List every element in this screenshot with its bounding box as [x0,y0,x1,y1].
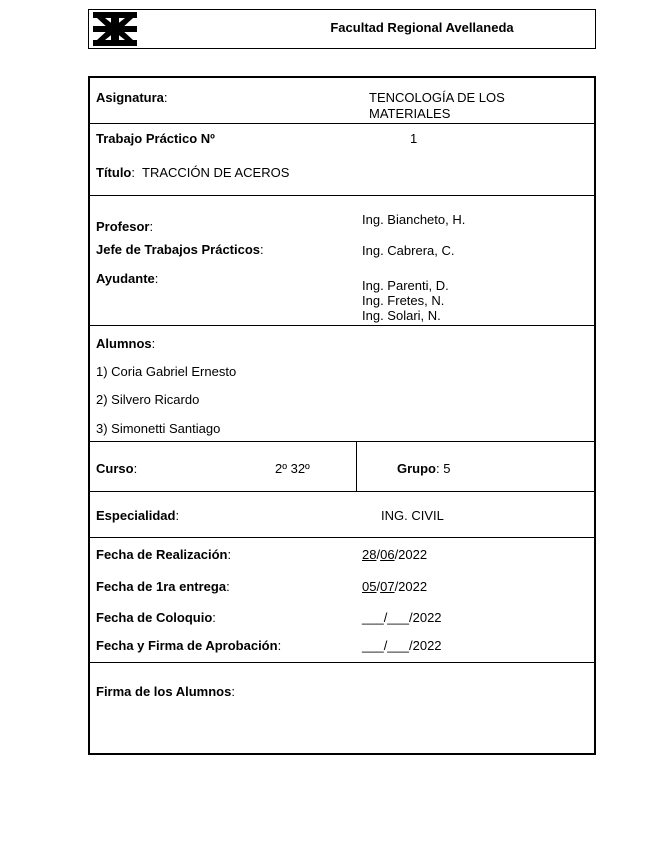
fecha-aprobacion-label: Fecha y Firma de Aprobación: [96,638,282,653]
fecha-aprobacion-value: ___/___/2022 [362,638,442,653]
trabajo-label: Trabajo Práctico Nº [96,131,215,146]
jefe-label: Jefe de Trabajos Prácticos: [96,242,264,257]
alumno-item-3: 3) Simonetti Santiago [96,421,221,436]
alumno-item-1: 1) Coria Gabriel Ernesto [96,364,237,379]
profesor-label: Profesor: [96,219,154,234]
alumno-item-2: 2) Silvero Ricardo [96,392,200,407]
asignatura-value-line1: TENCOLOGÍA DE LOS [369,90,505,105]
form-table [88,76,596,755]
ayudante-value-3: Ing. Solari, N. [362,308,441,323]
fecha-realizacion-label: Fecha de Realización: [96,547,232,562]
alumnos-label: Alumnos: [96,336,156,351]
institution-title: Facultad Regional Avellaneda [330,20,514,35]
curso-row [90,442,594,492]
header-box [88,9,596,49]
asignatura-row [90,78,594,124]
utn-logo-icon [93,12,137,46]
jefe-value: Ing. Cabrera, C. [362,243,455,258]
fecha-entrega-label: Fecha de 1ra entrega: [96,579,230,594]
fecha-realizacion-value: 28/06/2022 [362,547,428,562]
fecha-coloquio-value: ___/___/2022 [362,610,442,625]
especialidad-row [90,492,594,538]
alumnos-row [90,326,594,442]
fecha-coloquio-label: Fecha de Coloquio: [96,610,216,625]
staff-row [90,196,594,326]
ayudante-value-1: Ing. Parenti, D. [362,278,449,293]
curso-divider [356,442,357,491]
ayudante-label: Ayudante: [96,271,159,286]
asignatura-label: Asignatura: [96,90,168,105]
firma-row [90,663,594,753]
fecha-entrega-value: 05/07/2022 [362,579,428,594]
curso-value: 2º 32º [275,461,310,476]
trabajo-number: 1 [410,131,418,146]
titulo-field: Título: TRACCIÓN DE ACEROS [96,165,290,180]
especialidad-value: ING. CIVIL [381,508,444,523]
fechas-row [90,538,594,663]
ayudante-value-2: Ing. Fretes, N. [362,293,445,308]
profesor-value: Ing. Biancheto, H. [362,212,466,227]
especialidad-label: Especialidad: [96,508,180,523]
firma-label: Firma de los Alumnos: [96,684,235,699]
curso-label: Curso: [96,461,138,476]
trabajo-row [90,124,594,196]
asignatura-value-line2: MATERIALES [369,106,451,121]
grupo-field: Grupo: 5 [397,461,451,476]
